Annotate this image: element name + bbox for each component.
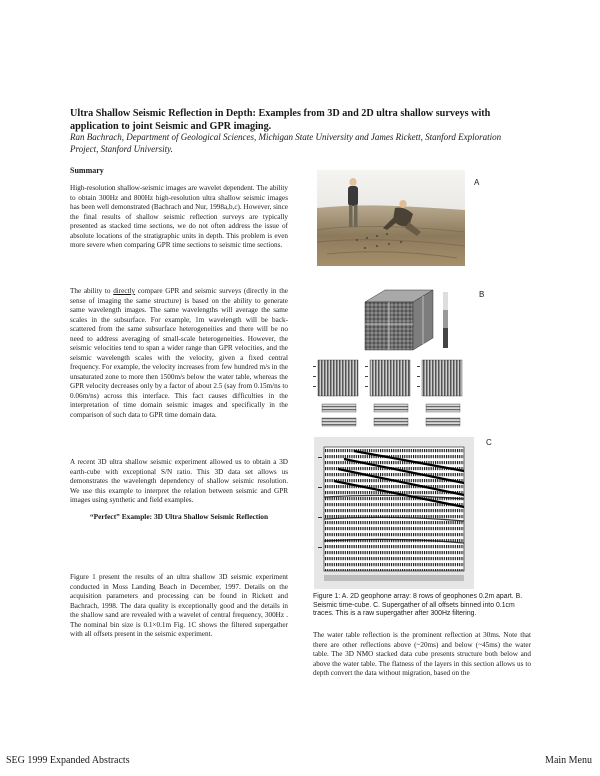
paper-title: Ultra Shallow Seismic Reflection in Depth: Examples from 3D and 2D ultra shallow surveys with application to joint Seismic and GPR imaging. <box>70 108 491 132</box>
figure-photo-beach <box>317 170 465 266</box>
footer-publication: SEG 1999 Expanded Abstracts <box>6 755 130 766</box>
paper-authors: Ran Bachrach, Department of Geological Sciences, Michigan State University and James Rickett, Stanford Exploration Project, Stanford University. <box>70 132 502 154</box>
figure-seismic-slices <box>312 358 468 430</box>
figure-seismic-cube <box>355 288 455 352</box>
right-paragraph-1: The water table reflection is the prominent reflection at 30ms. Note that there are other reflections above (~20ms) and below (~45ms) the water table. The 3D NMO stacked data cube presents structure both below and above the water table. The flatness of the layers in this section allows us to depth convert the data without migration, based on the <box>313 631 531 677</box>
main-menu-link[interactable]: Main Menu <box>545 755 592 766</box>
section-paragraph-1: Figure 1 present the results of an ultra shallow 3D seismic experiment conducted in Moss Landing Beach in December, 1997. Details on the acquisition parameters and processing can be found in Rickett and Bachrach, 1998. The data quality is exceptionally good and the details in the shallow sand are revealed with a wavelet of central frequency, 300Hz . The nominal bin size is 0.1×0.1m Fig. 1C shows the filtered supergather with all offsets present in the seismic experiment. <box>70 573 288 638</box>
summary-paragraph-1: High-resolution shallow-seismic images are wavelet dependent. The ability to obtain 300Hz and 800Hz high-resolution ultra shallow seismic images has been well demonstrated (Bachrach and Nur, 1998a,b,c). However, since the final results of shallow seismic reflection surveys are typically presented as stacked time sections, we do not often address the issue of absolute locations of the stratigraphic units in depth. This problem is even more severe when comparing GPR time sections to seismic time sections. <box>70 184 288 249</box>
figure-label-b: B <box>479 290 485 299</box>
summary-heading: Summary <box>70 166 104 175</box>
figure-caption: Figure 1: A. 2D geophone array: 8 rows of geophones 0.2m apart. B. Seismic time-cube. C. Supergather of all offsets binned into 0.1cm traces. This is a raw supergather after 300Hz filtering. <box>313 593 523 618</box>
figure-label-a: A <box>474 178 480 187</box>
summary-paragraph-3: A recent 3D ultra shallow seismic experiment allowed us to obtain a 3D earth-cube with exceptional S/N ratio. This 3D data set allows us demonstrates the wavelength dependency of shallow seismic resolution. We use this example to interpret the relation between seismic and GPR images using synthetic and field examples. <box>70 458 288 504</box>
figure-supergather <box>314 437 474 589</box>
p2-text-rest: compare GPR and seismic surveys (directly in the sense of imaging the same structure) is based on the ability to generate same wavelength images. The same wavelengths will average the same scales in the subsurface. For example, 1m wavelength will be back-scattered from the same subsurface heterogeneities and there will be no need to address averaging of small-scale heterogeneities. However, the seismic velocities tend to span a wider range than GPR velocities, and the seismic wavelength scales with the velocity, given a fixed central frequency. For example, the velocity increases from few hundred m/s in the unsaturated zone to more then 1500m/s below the water table, whereas the GPR velocity decreases only by a factor of about 2.5 (say from 0.15m/ns to 0.06m/ns) across this interface. This fact causes difficulties in the interpretation of time domain seismic images and specifically in the comparison of such data to GPR time domain data. <box>70 287 288 419</box>
p2-text-start: The ability to <box>70 287 114 295</box>
p2-underlined-word: directly <box>113 287 136 295</box>
section-heading: “Perfect” Example: 3D Ultra Shallow Seismic Reflection <box>89 512 269 521</box>
summary-paragraph-2 <box>70 287 288 420</box>
figure-label-c: C <box>486 438 492 447</box>
